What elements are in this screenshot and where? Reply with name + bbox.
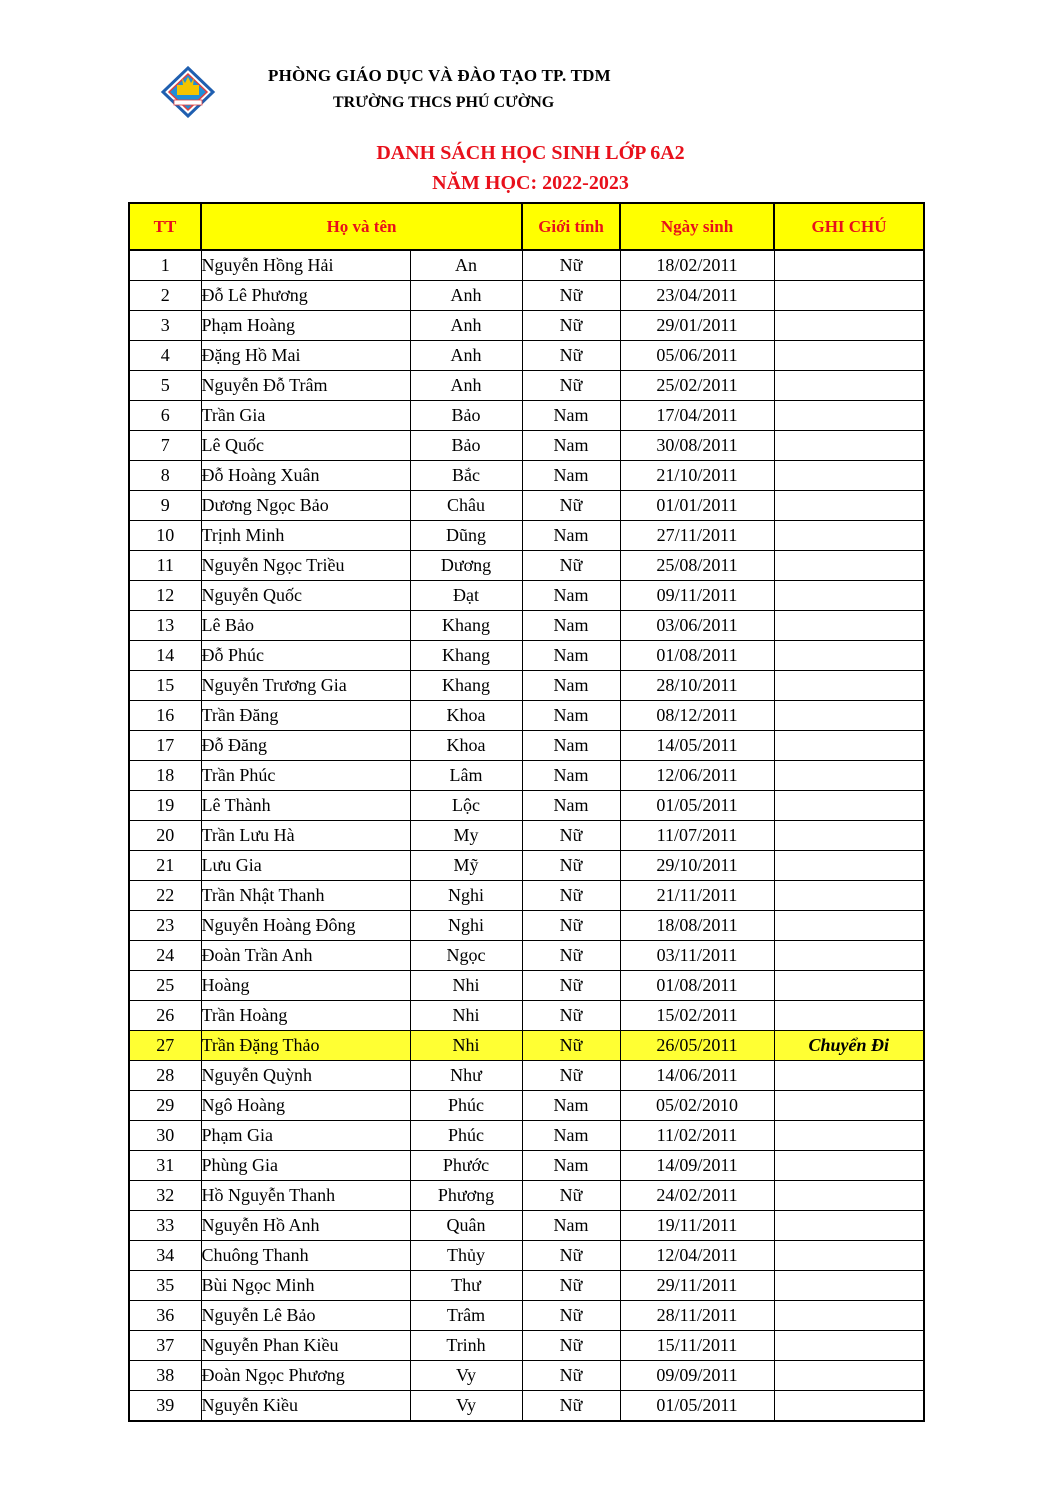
cell-family-name: Hồ Nguyễn Thanh [201,1181,410,1211]
table-row [129,1271,924,1301]
cell-dob: 01/08/2011 [620,971,774,1001]
cell-note [774,881,924,911]
cell-family-name: Nguyễn Hồng Hải [201,250,410,281]
col-header-name: Họ và tên [201,203,522,250]
table-row [129,1121,924,1151]
cell-tt: 32 [129,1181,201,1211]
table-row [129,551,924,581]
cell-dob: 15/11/2011 [620,1331,774,1361]
cell-gender: Nữ [522,821,620,851]
cell-given-name: Dũng [410,521,522,551]
cell-tt: 20 [129,821,201,851]
table-row [129,250,924,281]
table-row [129,1361,924,1391]
cell-gender: Nữ [522,941,620,971]
cell-dob: 21/10/2011 [620,461,774,491]
table-row [129,851,924,881]
document-title: DANH SÁCH HỌC SINH LỚP 6A2 [376,142,685,164]
cell-tt: 15 [129,671,201,701]
cell-given-name: An [410,250,522,281]
cell-tt: 38 [129,1361,201,1391]
cell-tt: 26 [129,1001,201,1031]
table-row [129,1391,924,1422]
cell-tt: 22 [129,881,201,911]
cell-given-name: Trinh [410,1331,522,1361]
cell-note [774,1001,924,1031]
cell-note [774,341,924,371]
cell-given-name: Khang [410,611,522,641]
cell-note [774,671,924,701]
cell-family-name: Phạm Hoàng [201,311,410,341]
cell-tt: 30 [129,1121,201,1151]
cell-gender: Nữ [522,371,620,401]
cell-tt: 9 [129,491,201,521]
cell-gender: Nữ [522,341,620,371]
col-header-tt: TT [129,203,201,250]
table-row [129,821,924,851]
cell-note [774,1211,924,1241]
cell-gender: Nữ [522,1301,620,1331]
cell-given-name: Nhi [410,971,522,1001]
table-header-row [129,203,924,250]
cell-tt: 23 [129,911,201,941]
cell-family-name: Đỗ Hoàng Xuân [201,461,410,491]
cell-gender: Nữ [522,1241,620,1271]
cell-gender: Nữ [522,250,620,281]
cell-note [774,250,924,281]
cell-given-name: Thủy [410,1241,522,1271]
cell-gender: Nữ [522,1331,620,1361]
table-row [129,491,924,521]
cell-tt: 28 [129,1061,201,1091]
school-year: NĂM HỌC: 2022-2023 [432,172,629,194]
table-row [129,401,924,431]
table-row [129,881,924,911]
cell-gender: Nữ [522,911,620,941]
table-row [129,1061,924,1091]
cell-note [774,461,924,491]
cell-gender: Nam [522,521,620,551]
cell-gender: Nam [522,1091,620,1121]
cell-gender: Nữ [522,551,620,581]
col-header-dob: Ngày sinh [620,203,774,250]
cell-given-name: My [410,821,522,851]
cell-dob: 03/06/2011 [620,611,774,641]
cell-gender: Nam [522,1121,620,1151]
org-heading: PHÒNG GIÁO DỤC VÀ ĐÀO TẠO TP. TDM [268,66,611,85]
cell-dob: 25/02/2011 [620,371,774,401]
cell-given-name: Nghi [410,881,522,911]
cell-given-name: Nhi [410,1031,522,1061]
cell-family-name: Nguyễn Trương Gia [201,671,410,701]
cell-given-name: Khoa [410,731,522,761]
cell-note [774,1361,924,1391]
cell-tt: 1 [129,250,201,281]
cell-family-name: Nguyễn Quốc [201,581,410,611]
table-row [129,671,924,701]
cell-note [774,401,924,431]
table-row [129,791,924,821]
cell-note [774,1301,924,1331]
cell-given-name: Phúc [410,1091,522,1121]
cell-gender: Nam [522,431,620,461]
cell-gender: Nam [522,731,620,761]
cell-tt: 6 [129,401,201,431]
cell-family-name: Nguyễn Đỗ Trâm [201,371,410,401]
table-row [129,911,924,941]
cell-note [774,371,924,401]
cell-family-name: Dương Ngọc Bảo [201,491,410,521]
cell-dob: 23/04/2011 [620,281,774,311]
table-row [129,521,924,551]
cell-note [774,551,924,581]
cell-tt: 8 [129,461,201,491]
cell-note [774,761,924,791]
cell-family-name: Lê Bảo [201,611,410,641]
cell-dob: 11/02/2011 [620,1121,774,1151]
cell-tt: 36 [129,1301,201,1331]
cell-dob: 11/07/2011 [620,821,774,851]
cell-given-name: Nhi [410,1001,522,1031]
cell-note [774,281,924,311]
cell-tt: 7 [129,431,201,461]
cell-note [774,581,924,611]
cell-given-name: Thư [410,1271,522,1301]
cell-dob: 01/05/2011 [620,791,774,821]
table-row [129,1211,924,1241]
cell-tt: 29 [129,1091,201,1121]
cell-note: Chuyển Đi [774,1031,924,1061]
table-row [129,701,924,731]
cell-family-name: Trịnh Minh [201,521,410,551]
cell-given-name: Như [410,1061,522,1091]
cell-gender: Nữ [522,1061,620,1091]
cell-given-name: Anh [410,311,522,341]
cell-dob: 05/02/2010 [620,1091,774,1121]
cell-dob: 29/01/2011 [620,311,774,341]
table-row [129,461,924,491]
table-row [129,731,924,761]
cell-family-name: Nguyễn Kiều [201,1391,410,1422]
cell-given-name: Phước [410,1151,522,1181]
table-row [129,1331,924,1361]
cell-note [774,641,924,671]
cell-family-name: Lưu Gia [201,851,410,881]
cell-dob: 09/11/2011 [620,581,774,611]
cell-note [774,1331,924,1361]
cell-family-name: Nguyễn Lê Bảo [201,1301,410,1331]
cell-given-name: Anh [410,281,522,311]
cell-gender: Nam [522,761,620,791]
cell-family-name: Đỗ Lê Phương [201,281,410,311]
school-logo [160,66,216,118]
cell-given-name: Quân [410,1211,522,1241]
cell-dob: 27/11/2011 [620,521,774,551]
cell-given-name: Phúc [410,1121,522,1151]
cell-dob: 01/08/2011 [620,641,774,671]
cell-given-name: Mỹ [410,851,522,881]
cell-tt: 24 [129,941,201,971]
cell-gender: Nữ [522,1031,620,1061]
cell-given-name: Anh [410,371,522,401]
cell-family-name: Nguyễn Ngọc Triều [201,551,410,581]
cell-tt: 37 [129,1331,201,1361]
cell-tt: 10 [129,521,201,551]
cell-given-name: Lâm [410,761,522,791]
cell-note [774,311,924,341]
cell-family-name: Đỗ Đăng [201,731,410,761]
cell-dob: 03/11/2011 [620,941,774,971]
cell-note [774,1151,924,1181]
table-row [129,1001,924,1031]
cell-family-name: Đoàn Ngọc Phương [201,1361,410,1391]
cell-dob: 24/02/2011 [620,1181,774,1211]
table-row [129,1301,924,1331]
cell-tt: 14 [129,641,201,671]
cell-note [774,911,924,941]
cell-family-name: Hoàng [201,971,410,1001]
cell-given-name: Anh [410,341,522,371]
cell-tt: 21 [129,851,201,881]
cell-family-name: Ngô Hoàng [201,1091,410,1121]
cell-tt: 2 [129,281,201,311]
cell-given-name: Châu [410,491,522,521]
cell-family-name: Đặng Hồ Mai [201,341,410,371]
cell-family-name: Phùng Gia [201,1151,410,1181]
cell-gender: Nữ [522,1361,620,1391]
table-row [129,1181,924,1211]
cell-tt: 34 [129,1241,201,1271]
cell-gender: Nam [522,791,620,821]
cell-gender: Nữ [522,1181,620,1211]
cell-given-name: Vy [410,1361,522,1391]
cell-dob: 14/05/2011 [620,731,774,761]
cell-family-name: Lê Thành [201,791,410,821]
cell-note [774,851,924,881]
cell-tt: 13 [129,611,201,641]
cell-given-name: Nghi [410,911,522,941]
cell-gender: Nữ [522,1271,620,1301]
cell-dob: 21/11/2011 [620,881,774,911]
table-row [129,761,924,791]
cell-family-name: Nguyễn Quỳnh [201,1061,410,1091]
cell-note [774,731,924,761]
cell-dob: 12/06/2011 [620,761,774,791]
cell-gender: Nữ [522,1001,620,1031]
cell-gender: Nữ [522,281,620,311]
cell-tt: 35 [129,1271,201,1301]
cell-given-name: Bảo [410,431,522,461]
cell-note [774,701,924,731]
table-row [129,1151,924,1181]
cell-dob: 15/02/2011 [620,1001,774,1031]
cell-tt: 19 [129,791,201,821]
cell-dob: 01/01/2011 [620,491,774,521]
table-row [129,341,924,371]
table-row [129,641,924,671]
cell-dob: 08/12/2011 [620,701,774,731]
cell-tt: 11 [129,551,201,581]
cell-note [774,1181,924,1211]
cell-given-name: Khang [410,641,522,671]
cell-note [774,1271,924,1301]
cell-family-name: Đỗ Phúc [201,641,410,671]
table-row [129,1031,924,1061]
cell-note [774,611,924,641]
cell-note [774,521,924,551]
cell-note [774,1121,924,1151]
cell-family-name: Nguyễn Hồ Anh [201,1211,410,1241]
table-row [129,611,924,641]
cell-given-name: Trâm [410,1301,522,1331]
cell-gender: Nam [522,611,620,641]
cell-family-name: Trần Đăng [201,701,410,731]
cell-note [774,1061,924,1091]
cell-gender: Nữ [522,971,620,1001]
table-row [129,371,924,401]
cell-note [774,791,924,821]
cell-family-name: Phạm Gia [201,1121,410,1151]
cell-family-name: Đoàn Trần Anh [201,941,410,971]
cell-note [774,491,924,521]
col-header-gender: Giới tính [522,203,620,250]
cell-dob: 18/02/2011 [620,250,774,281]
cell-given-name: Lộc [410,791,522,821]
cell-tt: 4 [129,341,201,371]
student-table [128,202,925,1422]
cell-dob: 05/06/2011 [620,341,774,371]
table-row [129,281,924,311]
cell-note [774,971,924,1001]
cell-tt: 31 [129,1151,201,1181]
cell-family-name: Trần Đặng Thảo [201,1031,410,1061]
cell-gender: Nam [522,641,620,671]
cell-given-name: Ngọc [410,941,522,971]
table-row [129,971,924,1001]
cell-gender: Nữ [522,881,620,911]
table-row [129,1091,924,1121]
cell-tt: 3 [129,311,201,341]
cell-dob: 17/04/2011 [620,401,774,431]
cell-family-name: Trần Nhật Thanh [201,881,410,911]
cell-note [774,431,924,461]
cell-given-name: Khoa [410,701,522,731]
cell-given-name: Dương [410,551,522,581]
cell-tt: 16 [129,701,201,731]
cell-family-name: Trần Lưu Hà [201,821,410,851]
cell-dob: 18/08/2011 [620,911,774,941]
cell-dob: 28/11/2011 [620,1301,774,1331]
cell-given-name: Bảo [410,401,522,431]
cell-family-name: Trần Hoàng [201,1001,410,1031]
table-row [129,941,924,971]
cell-family-name: Trần Gia [201,401,410,431]
cell-dob: 14/06/2011 [620,1061,774,1091]
cell-gender: Nam [522,1211,620,1241]
cell-dob: 26/05/2011 [620,1031,774,1061]
cell-gender: Nam [522,1151,620,1181]
cell-given-name: Đạt [410,581,522,611]
cell-dob: 14/09/2011 [620,1151,774,1181]
cell-dob: 29/11/2011 [620,1271,774,1301]
cell-gender: Nam [522,701,620,731]
cell-tt: 17 [129,731,201,761]
cell-note [774,1091,924,1121]
col-header-note: GHI CHÚ [774,203,924,250]
cell-dob: 19/11/2011 [620,1211,774,1241]
cell-tt: 25 [129,971,201,1001]
cell-note [774,1241,924,1271]
cell-family-name: Bùi Ngọc Minh [201,1271,410,1301]
cell-family-name: Nguyễn Phan Kiều [201,1331,410,1361]
school-heading: TRƯỜNG THCS PHÚ CƯỜNG [333,94,555,111]
cell-family-name: Chuông Thanh [201,1241,410,1271]
cell-gender: Nữ [522,311,620,341]
cell-gender: Nam [522,581,620,611]
cell-gender: Nữ [522,491,620,521]
cell-dob: 01/05/2011 [620,1391,774,1422]
cell-dob: 25/08/2011 [620,551,774,581]
table-row [129,1241,924,1271]
cell-tt: 18 [129,761,201,791]
cell-tt: 5 [129,371,201,401]
cell-tt: 33 [129,1211,201,1241]
cell-given-name: Bắc [410,461,522,491]
cell-dob: 29/10/2011 [620,851,774,881]
cell-note [774,821,924,851]
cell-given-name: Phương [410,1181,522,1211]
table-row [129,581,924,611]
cell-given-name: Khang [410,671,522,701]
cell-family-name: Trần Phúc [201,761,410,791]
cell-note [774,941,924,971]
cell-family-name: Lê Quốc [201,431,410,461]
cell-gender: Nữ [522,851,620,881]
cell-tt: 27 [129,1031,201,1061]
cell-dob: 12/04/2011 [620,1241,774,1271]
cell-family-name: Nguyễn Hoàng Đông [201,911,410,941]
cell-tt: 39 [129,1391,201,1422]
cell-given-name: Vy [410,1391,522,1422]
cell-gender: Nam [522,461,620,491]
cell-gender: Nam [522,671,620,701]
cell-dob: 09/09/2011 [620,1361,774,1391]
cell-tt: 12 [129,581,201,611]
cell-note [774,1391,924,1422]
cell-gender: Nữ [522,1391,620,1422]
table-row [129,311,924,341]
table-row [129,431,924,461]
cell-dob: 28/10/2011 [620,671,774,701]
cell-dob: 30/08/2011 [620,431,774,461]
cell-gender: Nam [522,401,620,431]
